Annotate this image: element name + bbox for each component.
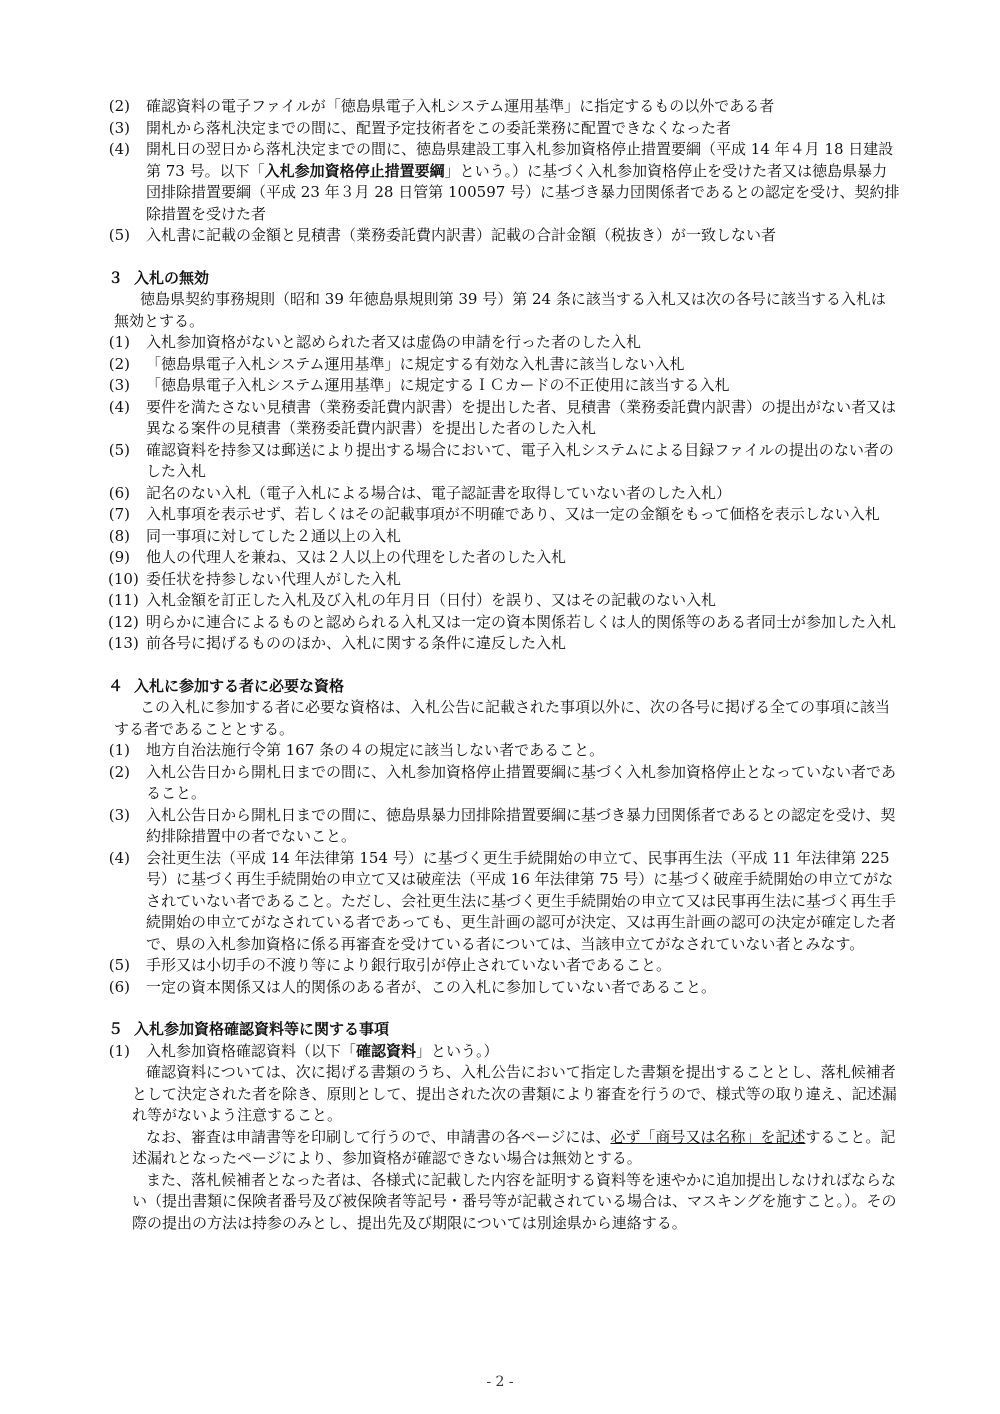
list-item	[108, 633, 900, 655]
item-number: (13)	[108, 634, 139, 652]
item-text: 入札書に記載の金額と見積書（業務委託費内訳書）記載の合計金額（税抜き）が一致しない者	[146, 226, 777, 244]
item-text: 入札公告日から開札日までの間に、徳島県暴力団排除措置要綱に基づき暴力団関係者であるとの認定を受け、契約排除措置中の者でないこと。	[146, 805, 896, 845]
paragraph-b: すること。記述漏れとなったページにより、参加資格が確認できない場合は無効とする。	[132, 1127, 896, 1167]
list-item	[108, 740, 900, 762]
item-text: 手形又は小切手の不渡り等により銀行取引が停止されていない者であること。	[146, 956, 672, 974]
item-number: (2)	[108, 354, 130, 373]
list-item	[108, 1041, 900, 1063]
section-heading-5	[108, 1019, 900, 1041]
section-number: ５	[108, 1020, 124, 1038]
item-text: 開札から落札決定までの間に、配置予定技術者をこの委託業務に配置できなくなった者	[146, 118, 732, 137]
item-number: (5)	[108, 226, 130, 244]
paragraph	[108, 1127, 900, 1170]
item-text: 前各号に掲げるもののほか、入札に関する条件に違反した入札	[146, 634, 567, 652]
section-heading-4	[108, 676, 900, 698]
item-text: 入札事項を表示せず、若しくはその記載事項が不明確であり、又は一定の金額をもって価格を表示しない入札	[146, 505, 880, 523]
item-text-b: 」という。）	[416, 1041, 499, 1060]
section-title: 入札の無効	[134, 268, 210, 287]
item-number: (9)	[108, 548, 130, 566]
list-item	[108, 332, 900, 354]
item-text: 同一事項に対してした２通以上の入札	[146, 526, 402, 545]
list-item	[108, 590, 900, 612]
item-number: (6)	[108, 483, 130, 502]
item-text: 要件を満たさない見積書（業務委託費内訳書）を提出した者、見積書（業務委託費内訳書）の提出がない者又は異なる案件の見積書（業務委託費内訳書）を提出した者のした入札	[146, 397, 897, 437]
item-number: (5)	[108, 440, 130, 459]
list-item	[108, 762, 900, 805]
item-text: 他人の代理人を兼ね、又は２人以上の代理をした者のした入札	[146, 548, 567, 566]
item-number: (4)	[108, 140, 130, 158]
item-number: (1)	[108, 1041, 130, 1060]
list-item	[108, 526, 900, 548]
item-text: 一定の資本関係又は人的関係のある者が、この入札に参加していない者であること。	[146, 977, 717, 996]
section-heading-3	[108, 268, 900, 290]
item-text: 「徳島県電子入札システム運用基準」に規定する有効な入札書に該当しない入札	[146, 354, 685, 373]
paragraph: 確認資料については、次に掲げる書類のうち、入札公告において指定した書類を提出することとし、落札候補者として決定された者を除き、原則として、提出された次の書類により審査を行うので、様式等の取り違え、記述漏れ等がないよう注意すること。	[132, 1063, 897, 1124]
item-text	[132, 139, 900, 225]
item-number: (3)	[108, 376, 130, 394]
item-number: (3)	[108, 118, 130, 137]
item-number: (3)	[108, 805, 130, 824]
sec4-list	[108, 740, 900, 998]
list-item	[108, 354, 900, 376]
item-text	[132, 1041, 900, 1063]
list-item	[108, 569, 900, 591]
item-number: (4)	[108, 397, 130, 416]
item-text-a: 開札日の翌日から落札決定までの間に、徳島県建設工事入札参加資格停止措置要綱（平成 14 年４月 18 日建設第 73 号。以下「	[146, 140, 894, 180]
paragraph: また、落札候補者となった者は、各様式に記載した内容を証明する資料等を速やかに追加提出しなければならない（提出書類に保険者番号及び被保険者等記号・番号等が記載されている場合は、マスキングを施すこと。）。その際の提出の方法は持参のみとし、提出先及び期限については別途県から連絡する。	[132, 1170, 897, 1232]
list-item	[108, 375, 900, 397]
item-number: (11)	[108, 591, 139, 609]
item-text: 入札参加資格がないと認められた者又は虚偽の申請を行った者のした入札	[146, 333, 642, 351]
section-number: ３	[108, 268, 124, 287]
section-title: 入札参加資格確認資料等に関する事項	[134, 1020, 390, 1038]
list-item	[108, 547, 900, 569]
section-title: 入札に参加する者に必要な資格	[134, 676, 345, 695]
section-number: ４	[108, 676, 124, 695]
item-number: (1)	[108, 333, 130, 351]
page-number: - 2 -	[486, 1374, 514, 1390]
sec3-list	[108, 332, 900, 655]
list-item	[108, 225, 900, 247]
list-item	[108, 118, 900, 140]
list-item	[108, 96, 900, 118]
item-text: 会社更生法（平成 14 年法律第 154 号）に基づく更生手続開始の申立て、民事再生法（平成 11 年法律第 225 号）に基づく再生手続開始の申立て又は破産法（平成 16 年法律第 75 号）に基づく破産手続開始の申立てがなされていない者であること。ただし、会社更生法に基づく更生手続開始の申立て又は民事再生法に基づく再生手続開始の申立てがなされている者であっても、更生計画の認可が決定、又は再生計画の認可の決定が確定した者で、県の入札参加資格に係る再審査を受けている者については、当該申立てがなされていない者とみなす。	[146, 848, 897, 953]
item-number: (4)	[108, 848, 130, 867]
item-text-b: 」という。）に基づく入札参加資格停止を受けた者又は徳島県暴力団排除措置要綱（平成 23 年３月 28 日管第 100597 号）に基づき暴力団関係者であるとの認定を受け、契約排除措置を受けた者	[146, 161, 900, 223]
section-intro: この入札に参加する者に必要な資格は、入札公告に記載された事項以外に、次の各号に掲げる全ての事項に該当する者であることとする。	[114, 698, 891, 738]
item-text: 記名のない入札（電子入札による場合は、電子認証書を取得していない者のした入札）	[146, 483, 732, 502]
item-text: 地方自治法施行令第 167 条の４の規定に該当しない者であること。	[146, 741, 605, 759]
item-text: 確認資料を持参又は郵送により提出する場合において、電子入札システムによる目録ファイルの提出のない者のした入札	[146, 440, 894, 480]
item-number: (6)	[108, 977, 130, 996]
item-text: 「徳島県電子入札システム運用基準」に規定するＩＣカードの不正使用に該当する入札	[146, 376, 730, 394]
list-item	[108, 805, 900, 848]
list-item	[108, 977, 900, 999]
list-item	[108, 397, 900, 440]
item-number: (12)	[108, 612, 139, 631]
underlined-text: 必ず「商号又は名称」を記述	[610, 1127, 806, 1146]
defined-term: 入札参加資格停止措置要綱	[264, 161, 445, 180]
item-text: 委任状を持参しない代理人がした入札	[146, 569, 402, 588]
item-number: (1)	[108, 741, 130, 759]
item-number: (10)	[108, 569, 139, 588]
list-item	[108, 504, 900, 526]
list-item	[108, 955, 900, 977]
item-text-a: 入札参加資格確認資料（以下「	[146, 1041, 357, 1060]
item-number: (2)	[108, 97, 130, 115]
item-text: 明らかに連合によるものと認められる入札又は一定の資本関係若しくは人的関係等のある者同士が参加した入札	[146, 612, 897, 631]
item-text: 入札金額を訂正した入札及び入札の年月日（日付）を誤り、又はその記載のない入札	[146, 591, 717, 609]
item-number: (5)	[108, 956, 130, 974]
list-item	[108, 440, 900, 483]
list-item	[108, 139, 900, 225]
item-number: (8)	[108, 526, 130, 545]
paragraph-a: なお、審査は申請書等を印刷して行うので、申請書の各ページには、	[146, 1127, 611, 1146]
item-text: 確認資料の電子ファイルが「徳島県電子入札システム運用基準」に指定するもの以外である者	[146, 97, 775, 115]
item-number: (2)	[108, 762, 130, 781]
item-number: (7)	[108, 505, 130, 523]
list-item	[108, 612, 900, 634]
section-intro: 徳島県契約事務規則（昭和 39 年徳島県規則第 39 号）第 24 条に該当する入札又は次の各号に該当する入札は無効とする。	[114, 290, 886, 330]
sec2-list	[108, 96, 900, 247]
item-text: 入札公告日から開札日までの間に、入札参加資格停止措置要綱に基づく入札参加資格停止となっていない者であること。	[146, 762, 897, 802]
defined-term: 確認資料	[356, 1041, 417, 1060]
list-item	[108, 848, 900, 956]
list-item	[108, 483, 900, 505]
